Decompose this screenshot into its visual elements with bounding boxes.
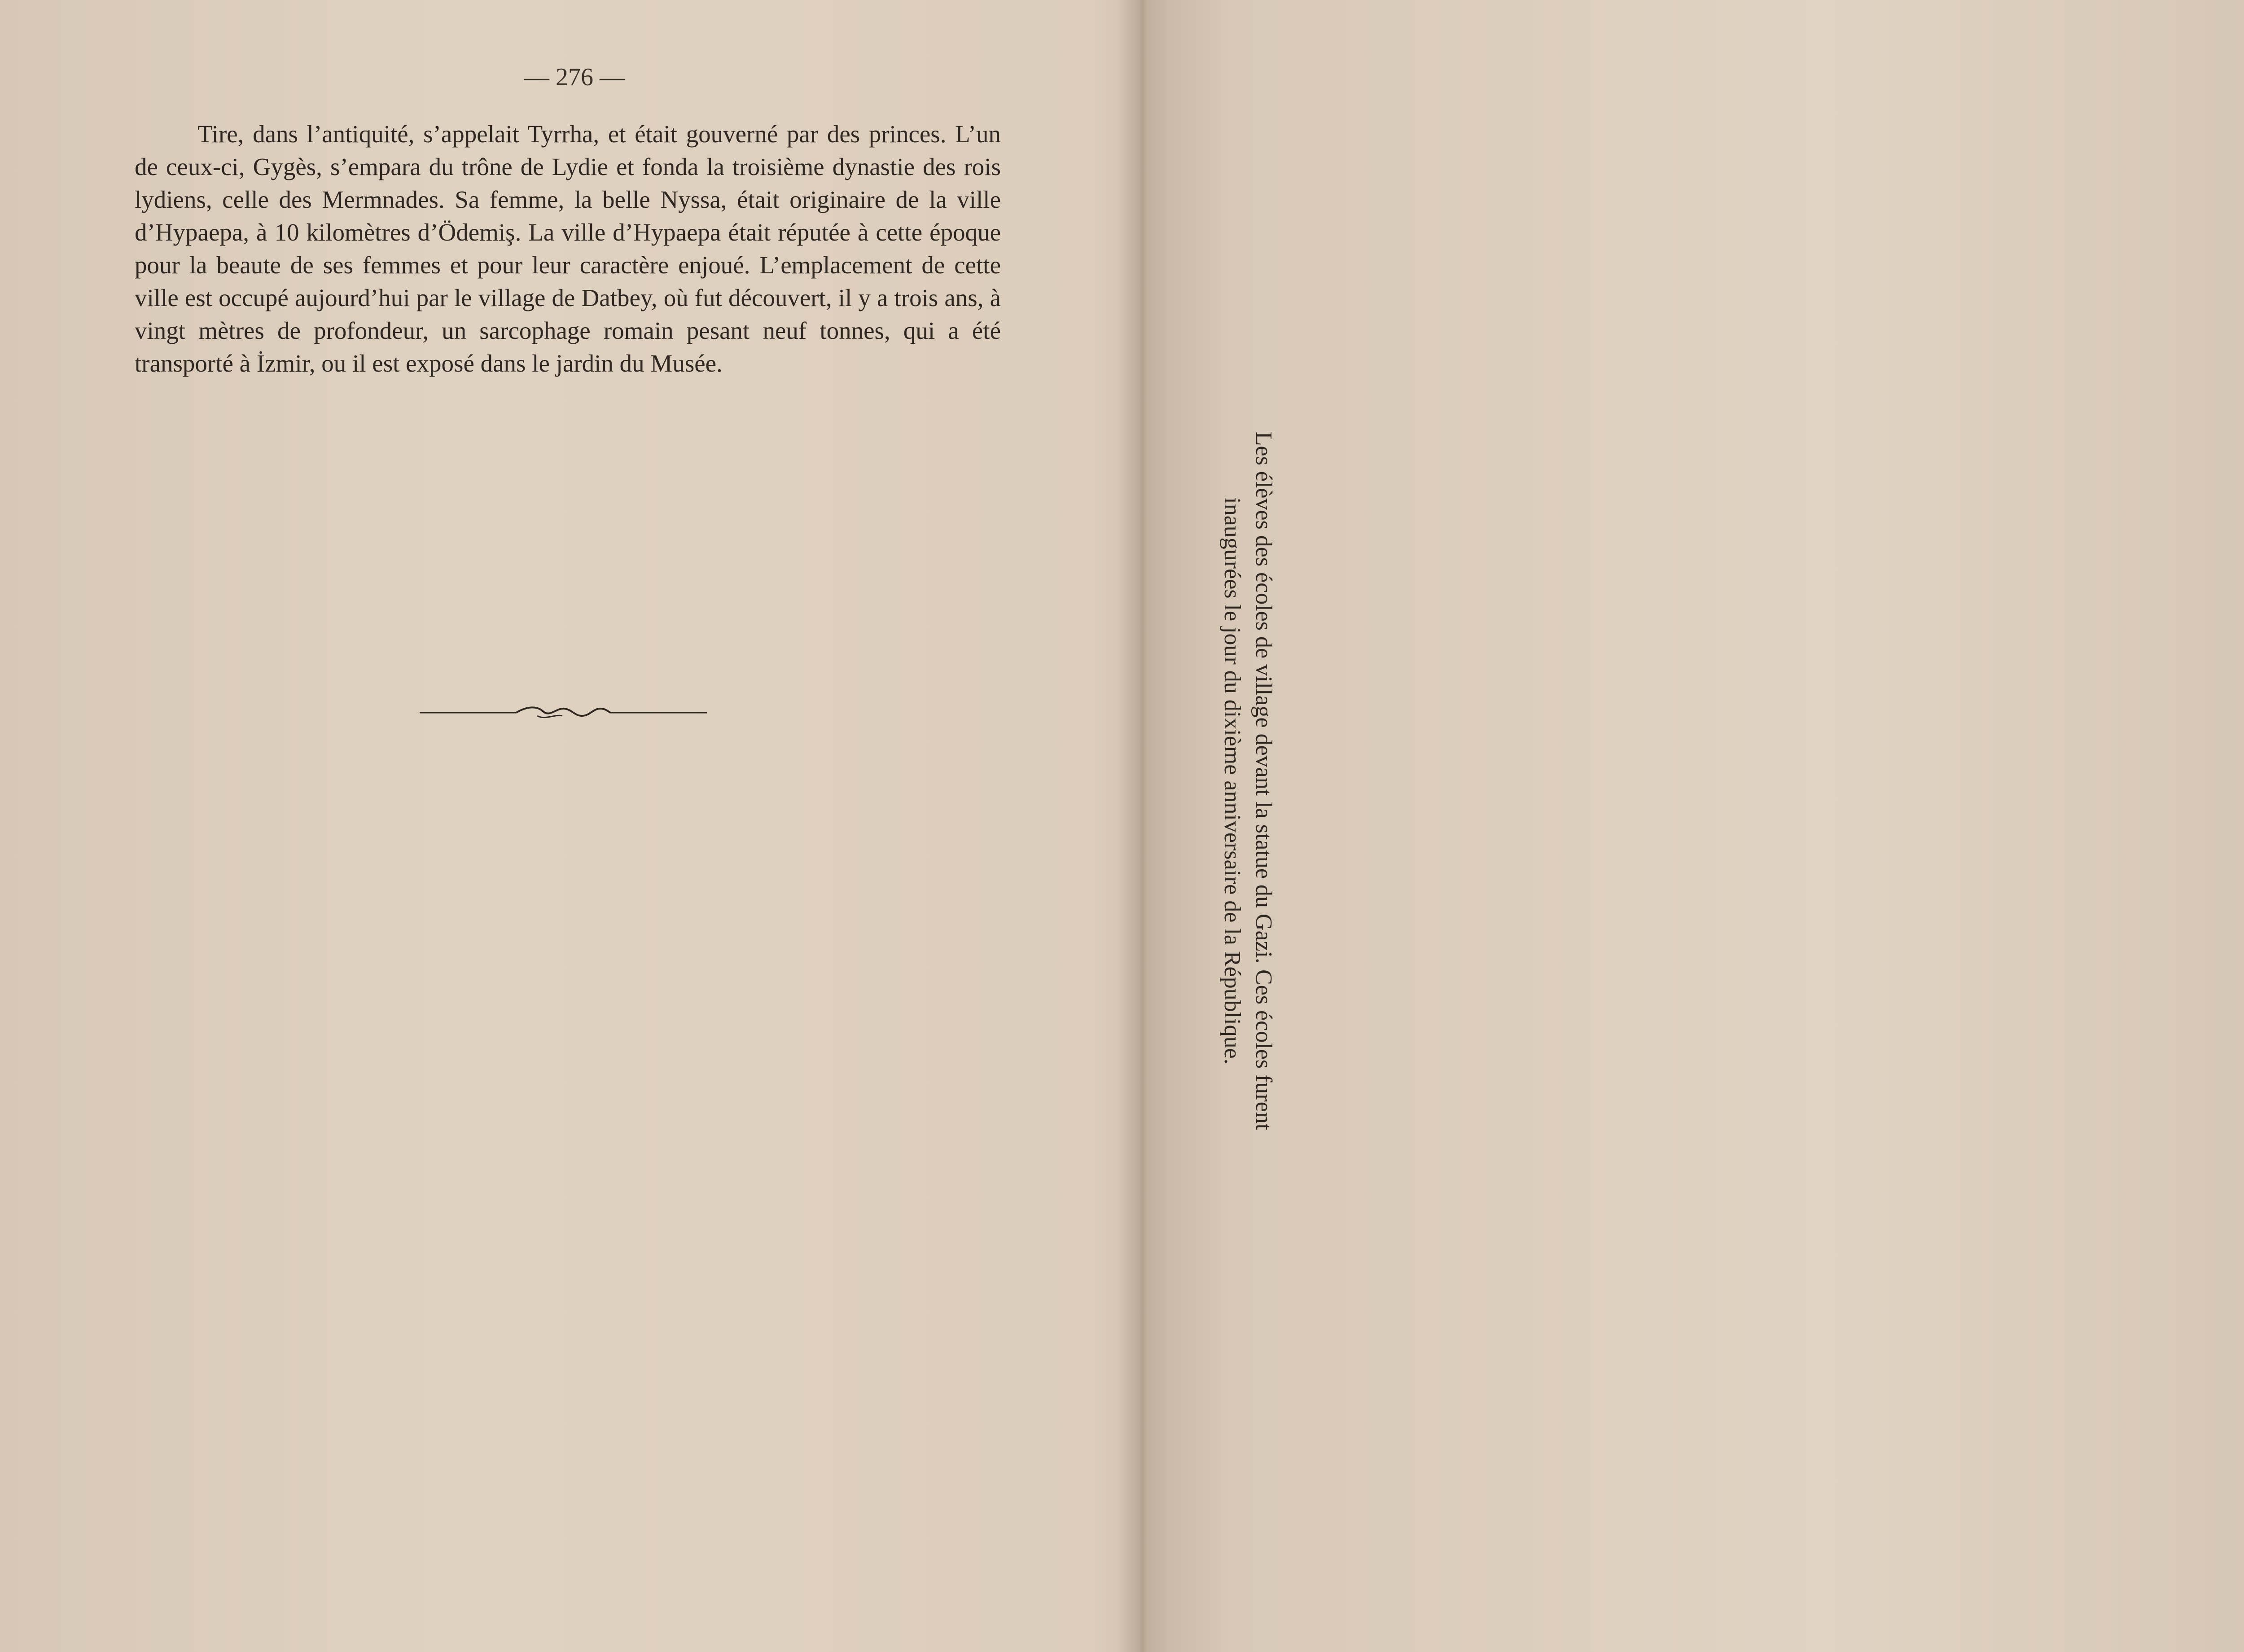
photo-caption bbox=[1162, 395, 1279, 1167]
body-paragraph: Tire, dans l’antiquité, s’appelait Tyrrha, et était gouverné par des princes. L’un de ceux-ci, Gygès, s’empara du trône de Lydie et fonda la troisième dynastie des rois lydiens, celle des Mermnades. Sa femme, la belle Nyssa, était originaire de la ville d’Hypaepa, à 10 kilomètres d’Ödemiş. La ville d’Hypaepa était réputée à cette époque pour la beaute de ses femmes et pour leur caractère enjoué. L’emplacement de cette ville est occupé aujourd’hui par le village de Datbey, où fut découvert, il y a trois ans, à vingt mètres de profondeur, un sarcophage romain pesant neuf tonnes, qui a été transporté à İzmir, ou il est exposé dans le jardin du Musée. bbox=[135, 120, 1001, 377]
right-page bbox=[1140, 0, 2244, 1652]
caption-text: Les élèves des écoles de village devant la statue du Gazi. Ces écoles furent inaugurées le jour du dixième anniversaire de la République. bbox=[1219, 431, 1276, 1131]
page-number: — 276 — bbox=[524, 63, 625, 91]
ornament-divider bbox=[420, 698, 707, 725]
